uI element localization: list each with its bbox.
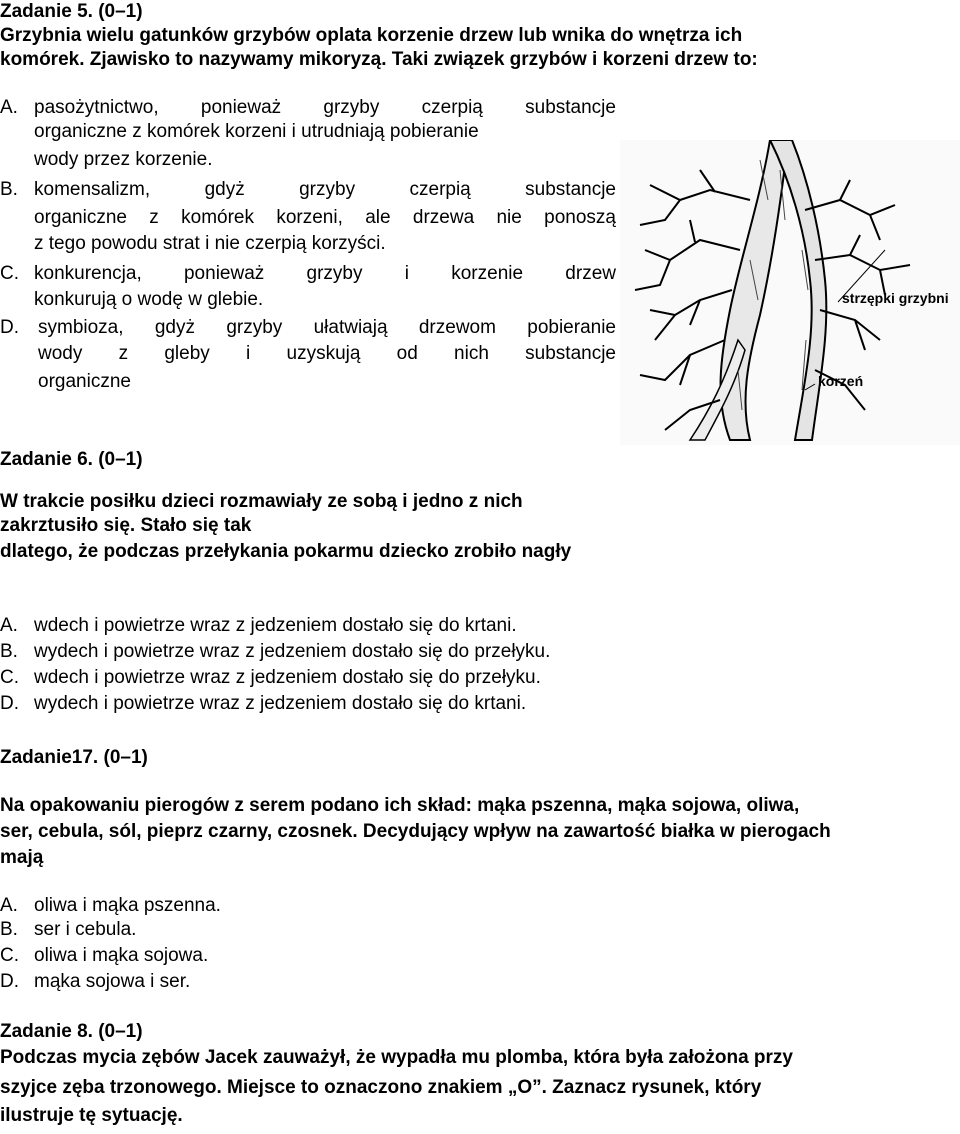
q5-stem-line-2: komórek. Zjawisko to nazywamy mikoryzą. Taki związek grzybów i korzeni drzew to: — [0, 49, 758, 70]
option-word: grzyby — [323, 97, 380, 118]
option-letter: A. — [0, 615, 18, 636]
q5-option-d-line-2: wody z gleby i uzyskują od nich substancje — [38, 343, 616, 364]
option-letter: C. — [0, 263, 19, 284]
option-text: wdech i powietrze wraz z jedzeniem dostało się do przełyku. — [34, 667, 541, 688]
q6-title: Zadanie 6. (0–1) — [0, 449, 143, 470]
q7-stem-line-2: ser, cebula, sól, pieprz czarny, czosnek. Decydujący wpływ na zawartość białka w pierogach — [0, 821, 831, 842]
option-text: wdech i powietrze wraz z jedzeniem dostało się do krtani. — [34, 615, 517, 636]
q7-option-d[interactable] — [0, 970, 190, 994]
option-letter: A. — [0, 895, 18, 916]
option-text: wydech i powietrze wraz z jedzeniem dostało się do krtani. — [34, 693, 527, 714]
option-text: oliwa i mąka sojowa. — [34, 945, 209, 966]
q6-option-b[interactable] — [0, 640, 550, 664]
option-letter: B. — [0, 919, 18, 940]
option-letter: C. — [0, 945, 19, 966]
q8-stem-line-3: ilustruje tę sytuację. — [0, 1105, 183, 1126]
q5-option-a-line-1 — [34, 96, 616, 120]
q6-stem-line-2: zakrztusiło się. Stało się tak — [0, 515, 252, 536]
option-word: czerpią — [421, 97, 483, 118]
option-word: substancje — [525, 97, 616, 118]
q8-stem-line-1: Podczas mycia zębów Jacek zauważył, że wypadła mu plomba, która była założona przy — [0, 1047, 793, 1068]
q6-option-a[interactable] — [0, 614, 517, 638]
option-text: mąka sojowa i ser. — [34, 971, 191, 992]
q8-stem-line-2: szyjce zęba trzonowego. Miejsce to oznaczono znakiem „O”. Zaznacz rysunek, który — [0, 1077, 762, 1098]
label-root: korzeń — [818, 373, 864, 389]
option-text: oliwa i mąka pszenna. — [34, 895, 221, 916]
q5-option-d[interactable] — [0, 316, 34, 340]
q7-stem-line-3: mają — [0, 847, 44, 868]
label-hyphae: strzępki grzybni — [842, 290, 949, 306]
q7-option-c[interactable] — [0, 944, 208, 968]
option-letter: B. — [0, 179, 18, 200]
q6-stem-line-3: dlatego, że podczas przełykania pokarmu dziecko zrobiło nagły — [0, 541, 572, 562]
option-letter: D. — [0, 317, 19, 338]
option-text: wydech i powietrze wraz z jedzeniem dostało się do przełyku. — [34, 641, 551, 662]
q7-option-b[interactable] — [0, 918, 136, 942]
root-hyphae-drawing — [620, 140, 960, 445]
option-letter: B. — [0, 641, 18, 662]
q5-option-c-line-1: konkurencja, ponieważ grzyby i korzenie drzew — [34, 263, 616, 284]
q5-option-b[interactable] — [0, 178, 34, 202]
q5-option-d-line-1: symbioza, gdyż grzyby ułatwiają drzewom pobieranie — [38, 317, 616, 338]
option-letter: A. — [0, 97, 18, 118]
q5-option-d-line-3: organiczne — [38, 371, 131, 392]
q7-option-a[interactable] — [0, 894, 221, 918]
q7-stem-line-1: Na opakowaniu pierogów z serem podano ich skład: mąka pszenna, mąka sojowa, oliwa, — [0, 795, 800, 816]
q6-option-d[interactable] — [0, 692, 526, 716]
option-letter: D. — [0, 971, 19, 992]
q5-option-a-line-2: organiczne z komórek korzeni i utrudniają pobieranie — [34, 121, 479, 142]
q8-title: Zadanie 8. (0–1) — [0, 1021, 143, 1042]
option-text: ser i cebula. — [34, 919, 137, 940]
q5-option-c[interactable] — [0, 262, 34, 286]
mycorrhiza-figure — [620, 140, 960, 445]
q6-option-c[interactable] — [0, 666, 541, 690]
q5-stem-line-1: Grzybnia wielu gatunków grzybów oplata korzenie drzew lub wnika do wnętrza ich — [0, 25, 743, 46]
q7-title: Zadanie17. (0–1) — [0, 747, 148, 768]
q5-option-c-line-2: konkurują o wodę w glebie. — [34, 289, 264, 310]
q5-title: Zadanie 5. (0–1) — [0, 1, 143, 22]
option-letter: D. — [0, 693, 19, 714]
q5-option-b-line-3: z tego powodu strat i nie czerpią korzyści. — [34, 233, 386, 254]
q6-stem-line-1: W trakcie posiłku dzieci rozmawiały ze sobą i jedno z nich — [0, 491, 523, 512]
q5-option-a-line-3: wody przez korzenie. — [34, 149, 213, 170]
option-letter: C. — [0, 667, 19, 688]
q5-option-b-line-1: komensalizm, gdyż grzyby czerpią substancje — [34, 179, 616, 200]
option-word: pasożytnictwo, — [34, 97, 159, 118]
option-word: ponieważ — [200, 97, 282, 118]
q5-option-b-line-2: organiczne z komórek korzeni, ale drzewa nie ponoszą — [34, 207, 616, 228]
